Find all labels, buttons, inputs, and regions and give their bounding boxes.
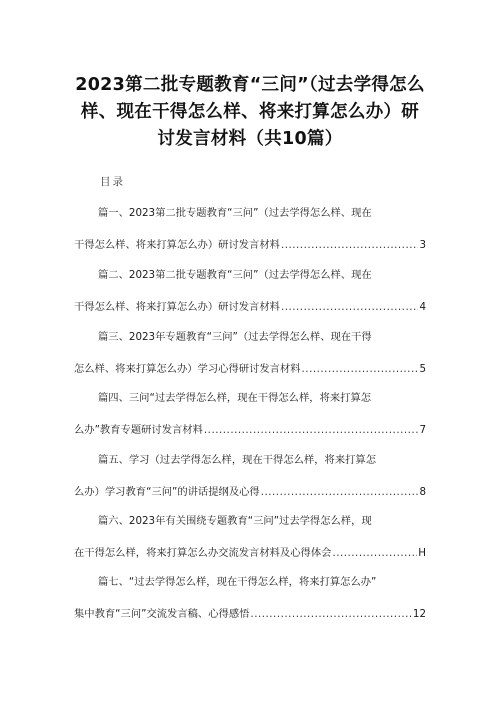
toc-page-number: 5 (419, 363, 426, 375)
title-line-1: 2023第二批专题教育“三问”（过去学得怎么 (75, 75, 425, 95)
dot-leader (250, 608, 411, 620)
toc-entry-title-line1: 篇六、2023年有关围绕专题教育“三问”过去学得怎么样，现 (98, 515, 372, 527)
toc-entry-title-line1: 篇四、三问“过去学得怎么样，现在干得怎么样，将来打算怎 (98, 392, 372, 404)
toc-page-number: 7 (419, 424, 426, 436)
toc-entry-text: 在干得怎么样，将来打算怎么办交流发言材料及心得体会 (74, 547, 332, 559)
dot-leader (332, 547, 417, 559)
toc-page-number: H (418, 547, 426, 559)
toc-entry-title-line2 (74, 360, 426, 375)
toc-entry-title-line2 (74, 298, 426, 313)
toc-entry-text: 怎么样、将来打算怎么办）学习心得研讨发言材料 (74, 363, 301, 375)
toc-entry-title-line1: 篇五、学习（过去学得怎么样，现在干得怎么样，将来打算怎 (98, 454, 377, 466)
toc-entry-title-line2 (74, 605, 426, 620)
dot-leader (204, 424, 419, 436)
toc-entry-title-line1: 篇三、2023年专题教育“三问”（过去学得怎么样、现在干得 (98, 331, 372, 343)
toc-entry-title-line2 (74, 236, 426, 251)
toc-page-number: 12 (412, 608, 426, 620)
toc-heading: 目录 (100, 176, 125, 188)
toc-entry-title-line1: 篇一、2023第二批专题教育“三问”（过去学得怎么样、现在 (98, 207, 372, 219)
toc-page-number: 4 (419, 301, 426, 313)
toc-entry-title-line1: 篇二、2023第二批专题教育“三问”（过去学得怎么样、现在 (98, 269, 372, 281)
toc-entry-text: 么办）学习教育“三问”的讲话提纲及心得 (74, 486, 260, 498)
dot-leader (281, 301, 419, 313)
toc-entry-title-line2 (74, 544, 426, 559)
toc-entry-title-line1: 篇七、“过去学得怎么样，现在干得怎么样，将来打算怎么办” (98, 576, 377, 588)
toc-entry-text: 干得怎么样、将来打算怎么办）研讨发言材料 (74, 239, 280, 251)
title-line-2: 样、现在干得怎么样、将来打算怎么办）研 (80, 102, 420, 122)
toc-entry-text: 么办”教育专题研讨发言材料 (74, 424, 203, 436)
toc-entry-title-line2 (74, 483, 426, 498)
toc-page-number: 3 (419, 239, 426, 251)
title-line-3: 讨发言材料（共10篇） (157, 129, 343, 149)
toc-entry-text: 集中教育“三问”交流发言稿、心得感悟 (74, 608, 250, 620)
toc-entry-text: 干得怎么样、将来打算怎么办）研讨发言材料 (74, 301, 280, 313)
toc-page-number: 8 (419, 486, 426, 498)
dot-leader (302, 363, 419, 375)
document-title (60, 72, 440, 153)
toc-entry-title-line2 (74, 421, 426, 436)
dot-leader (261, 486, 419, 498)
dot-leader (281, 239, 419, 251)
